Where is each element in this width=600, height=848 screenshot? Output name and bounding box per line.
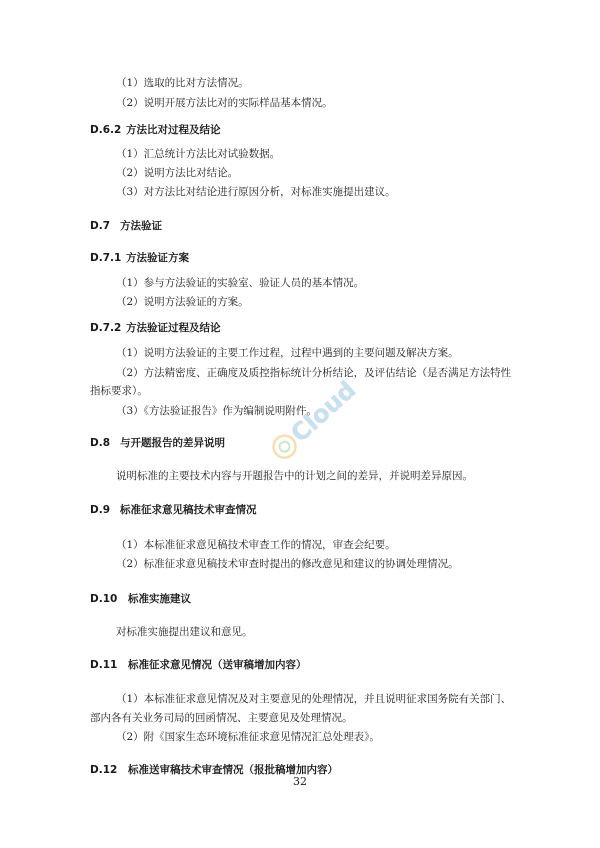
watermark-text: Cloud xyxy=(285,375,362,448)
list-item: （2）说明方法验证的方案。 xyxy=(116,296,249,308)
section-title: 方法验证 xyxy=(120,220,162,232)
section-number: D.8 xyxy=(90,437,111,449)
section-title: 标准征求意见稿技术审查情况 xyxy=(120,504,257,516)
list-item: （1）汇总统计方法比对试验数据。 xyxy=(116,148,281,160)
section-title: 与开题报告的差异说明 xyxy=(120,437,225,449)
list-item: （2）说明开展方法比对的实际样品基本情况。 xyxy=(116,97,333,109)
section-heading xyxy=(90,321,221,335)
section-title: 标准实施建议 xyxy=(128,593,191,605)
section-heading xyxy=(90,219,162,233)
page-number: 32 xyxy=(293,775,307,788)
section-title: 标准送审稿技术审查情况（报批稿增加内容） xyxy=(128,764,338,776)
paragraph: 说明标准的主要技术内容与开题报告中的计划之间的差异，并说明差异原因。 xyxy=(116,470,473,482)
list-item: （1）本标准征求意见稿技术审查工作的情况，审查会纪要。 xyxy=(116,539,396,551)
list-item: （1）参与方法验证的实验室、验证人员的基本情况。 xyxy=(116,277,365,289)
list-item: （2）附《国家生态环境标准征求意见情况汇总处理表》。 xyxy=(116,731,380,743)
section-number: D.7.2 xyxy=(90,322,122,334)
section-number: D.7 xyxy=(90,220,111,232)
section-number: D.12 xyxy=(90,764,118,776)
section-title: 方法验证方案 xyxy=(126,252,189,264)
list-item-continuation: 部内各有关业务司局的回函情况、主要意见及处理情况。 xyxy=(90,712,353,724)
section-heading xyxy=(90,658,307,672)
list-item: （3）《方法验证报告》作为编制说明附件。 xyxy=(116,405,317,417)
paragraph: 对标准实施提出建议和意见。 xyxy=(116,626,253,638)
section-number: D.10 xyxy=(90,593,118,605)
section-heading xyxy=(90,592,191,606)
section-heading xyxy=(90,123,221,137)
section-heading xyxy=(90,503,257,517)
list-item: （2）说明方法比对结论。 xyxy=(116,167,239,179)
section-heading xyxy=(90,251,189,265)
list-item: （1）选取的比对方法情况。 xyxy=(116,77,249,89)
section-number: D.9 xyxy=(90,504,111,516)
list-item: （3）对方法比对结论进行原因分析，对标准实施提出建议。 xyxy=(116,186,396,198)
list-item-continuation: 指标要求）。 xyxy=(90,385,148,397)
list-item: （1）本标准征求意见情况及对主要意见的处理情况，并且说明征求国务院有关部门、 xyxy=(116,693,512,705)
list-item: （2）标准征求意见稿技术审查时提出的修改意见和建议的协调处理情况。 xyxy=(116,558,459,570)
section-title: 方法验证过程及结论 xyxy=(126,322,221,334)
section-number: D.6.2 xyxy=(90,124,122,136)
section-title: 标准征求意见情况（送审稿增加内容） xyxy=(128,659,307,671)
section-number: D.11 xyxy=(90,659,118,671)
section-number: D.7.1 xyxy=(90,252,122,264)
section-heading xyxy=(90,436,225,450)
list-item: （2）方法精密度、正确度及质控指标统计分析结论，及评估结论（是否满足方法特性 xyxy=(116,367,512,379)
list-item: （1）说明方法验证的主要工作过程，过程中遇到的主要问题及解决方案。 xyxy=(116,347,459,359)
section-title: 方法比对过程及结论 xyxy=(126,124,221,136)
